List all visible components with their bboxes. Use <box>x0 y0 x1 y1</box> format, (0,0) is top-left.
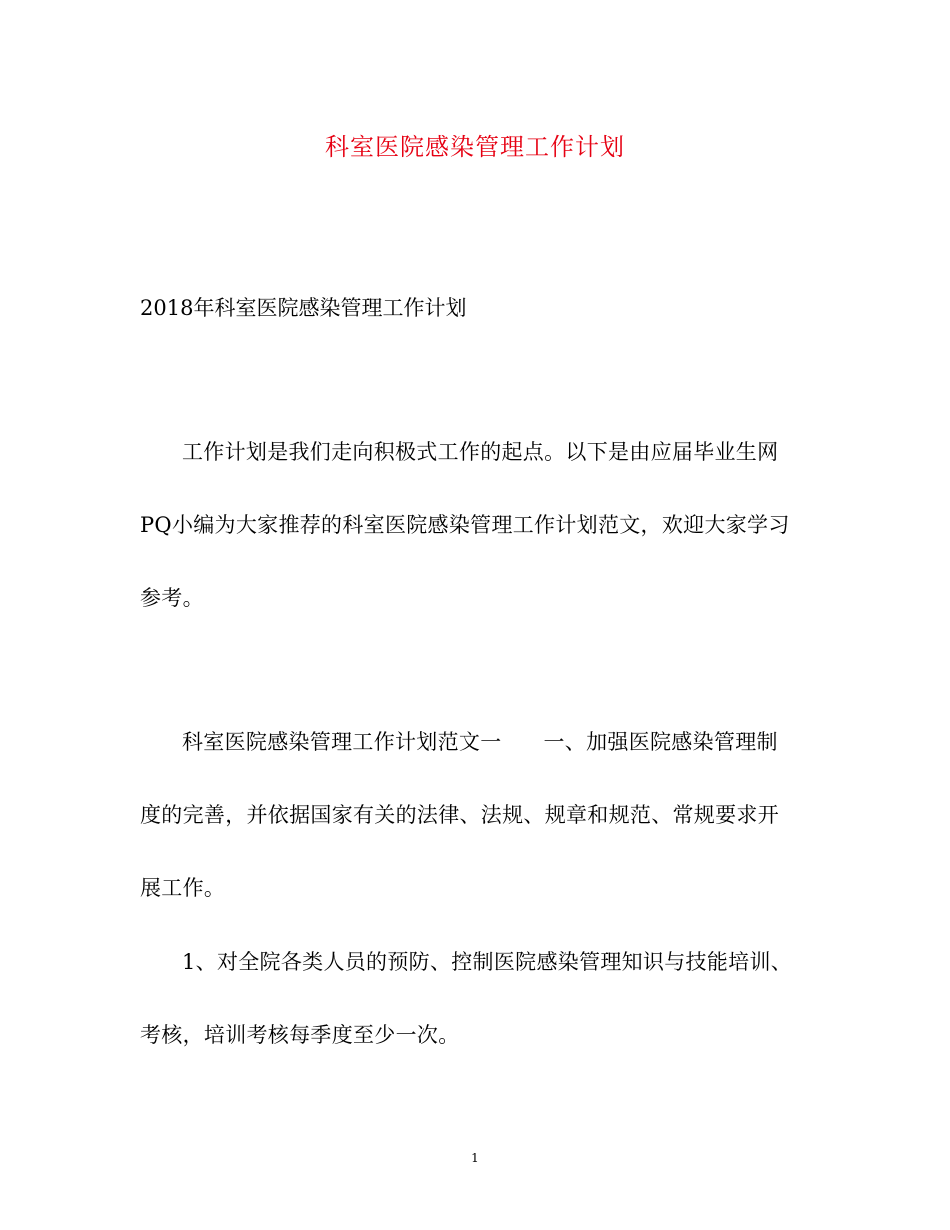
paragraph-line: PQ小编为大家推荐的科室医院感染管理工作计划范文，欢迎大家学习 <box>140 513 790 537</box>
section-heading: 科室医院感染管理工作计划范文一 <box>182 730 502 754</box>
paragraph-line: 1、对全院各类人员的预防、控制医院感染管理知识与技能培训、 <box>182 950 793 974</box>
paragraph-line: 工作计划是我们走向积极式工作的起点。以下是由应届毕业生网 <box>182 440 779 464</box>
paragraph-line: 展工作。 <box>140 876 226 900</box>
intro-paragraph <box>140 416 800 635</box>
page-number: 1 <box>471 1151 479 1165</box>
paragraph-line: 参考。 <box>140 586 204 610</box>
document-title: 科室医院感染管理工作计划 <box>325 133 625 161</box>
paragraph-line: 考核，培训考核每季度至少一次。 <box>140 1023 460 1047</box>
paragraph-line: 度的完善，并依据国家有关的法律、法规、规章和规范、常规要求开 <box>140 803 779 827</box>
section-paragraph <box>140 706 800 925</box>
list-item-paragraph <box>140 926 800 1072</box>
section-item-text: 一、加强医院感染管理制 <box>543 730 778 754</box>
document-subtitle: 2018年科室医院感染管理工作计划 <box>140 296 467 320</box>
paragraph-line <box>140 706 800 779</box>
